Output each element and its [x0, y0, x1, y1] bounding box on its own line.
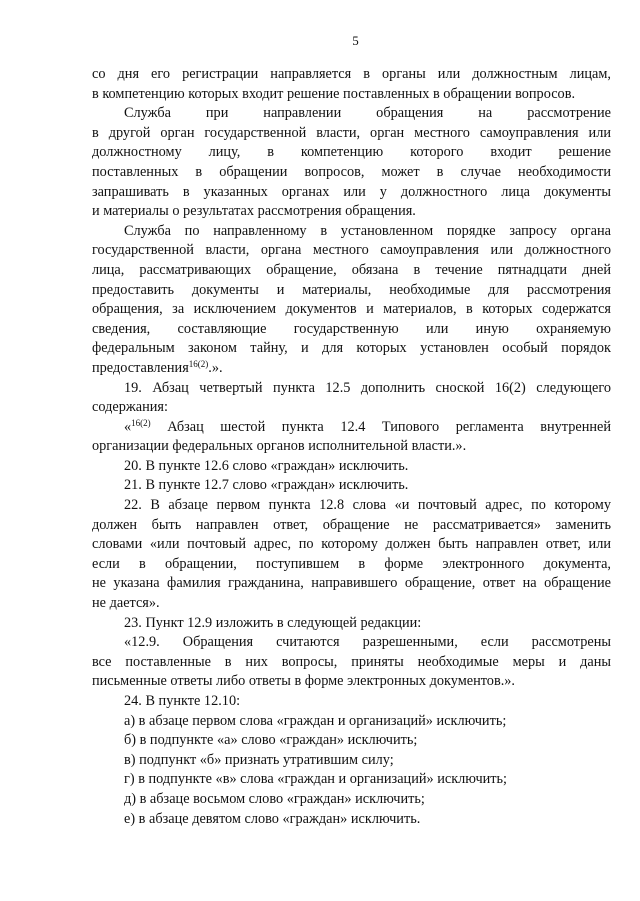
text-line: сведения, составляющие государственную или иную охраняемую	[92, 320, 611, 337]
text-line: если в обращении, поступившем в форме электронного документа,	[92, 555, 611, 572]
item-21: 21. В пункте 12.7 слово «граждан» исключить.	[124, 477, 409, 494]
text-line: организации федеральных органов исполнительной власти.».	[92, 438, 467, 455]
item-23-quote	[92, 633, 611, 692]
item-22	[92, 496, 611, 614]
text-line: содержания:	[92, 399, 168, 416]
text-line: поставленных в обращении вопросов, может в случае необходимости	[92, 163, 611, 180]
text-line: должностному лицу, в компетенцию которого входит решение	[92, 144, 611, 161]
text-line: в компетенцию которых входит решение поставленных в обращении вопросов.	[92, 85, 576, 102]
text-line: и материалы о результатах рассмотрения обращения.	[92, 203, 416, 220]
text-line: Служба по направленному в установленном порядке запросу органа	[124, 222, 611, 239]
paragraph-service-request	[92, 222, 611, 379]
item-24-g: г) в подпункте «в» слова «граждан и организаций» исключить;	[124, 771, 508, 788]
text-line: словами «или почтовый адрес, по которому должен быть направлен ответ, или	[92, 536, 611, 553]
text-fragment: .».	[208, 359, 223, 376]
text-line: 22. В абзаце первом пункта 12.8 слова «и почтовый адрес, по которому	[124, 497, 611, 514]
text-line	[92, 359, 611, 379]
text-line: в другой орган государственной власти, орган местного самоуправления или	[92, 124, 611, 141]
item-24-v: в) подпункт «б» признать утратившим силу;	[124, 751, 394, 768]
text-line: государственной власти, органа местного самоуправления или должностного	[92, 242, 611, 259]
text-line: обращения, за исключением документов и материалов, в которых содержатся	[92, 301, 611, 318]
item-19-quote	[92, 418, 611, 457]
item-24-d: д) в абзаце восьмом слово «граждан» исключить;	[124, 790, 425, 807]
text-line: предоставить документы и материалы, необходимые для рассмотрения	[92, 281, 611, 298]
item-24: 24. В пункте 12.10:	[124, 693, 241, 709]
paragraph-continuation	[92, 65, 611, 104]
text-line: 19. Абзац четвертый пункта 12.5 дополнить сноской 16(2) следующего	[124, 379, 611, 396]
item-24-a: а) в абзаце первом слова «граждан и организаций» исключить;	[124, 712, 507, 729]
page-number: 5	[352, 33, 359, 48]
text-line: лица, рассматривающих обращение, обязана в течение пятнадцати дней	[92, 261, 611, 278]
text-line: не указана фамилия гражданина, направившего обращение, ответ на обращение	[92, 575, 611, 592]
text-line	[92, 418, 611, 438]
text-line: не дается».	[92, 595, 160, 612]
text-line: со дня его регистрации направляется в органы или должностным лицам,	[92, 66, 611, 82]
text-line: запрашивать в указанных органах или у должностного лица документы	[92, 183, 611, 200]
item-19	[92, 379, 611, 418]
text-line: должен быть направлен ответ, обращение не рассматривается» заменить	[92, 516, 611, 533]
text-fragment: «	[124, 418, 132, 435]
text-line: федеральным законом тайну, и для которых установлен особый порядок	[92, 340, 611, 357]
text-fragment: Абзац шестой пункта 12.4 Типового регламента внутренней	[150, 418, 611, 435]
item-20: 20. В пункте 12.6 слово «граждан» исключить.	[124, 457, 409, 474]
item-23: 23. Пункт 12.9 изложить в следующей редакции:	[124, 614, 422, 631]
text-line: все поставленные в них вопросы, приняты необходимые меры и даны	[92, 653, 611, 670]
text-line: письменные ответы либо ответы в форме электронных документов.».	[92, 673, 515, 690]
item-24-b: б) в подпункте «а» слово «граждан» исключить;	[124, 732, 418, 749]
footnote-marker: 16(2)	[131, 417, 151, 428]
text-line: Служба при направлении обращения на рассмотрение	[124, 105, 611, 122]
item-24-e: е) в абзаце девятом слово «граждан» исключить.	[124, 810, 421, 827]
text-fragment: предоставления	[92, 359, 189, 376]
paragraph-service-redirect	[92, 104, 611, 222]
footnote-marker: 16(2)	[188, 358, 209, 369]
text-line: «12.9. Обращения считаются разрешенными, если рассмотрены	[124, 634, 611, 651]
